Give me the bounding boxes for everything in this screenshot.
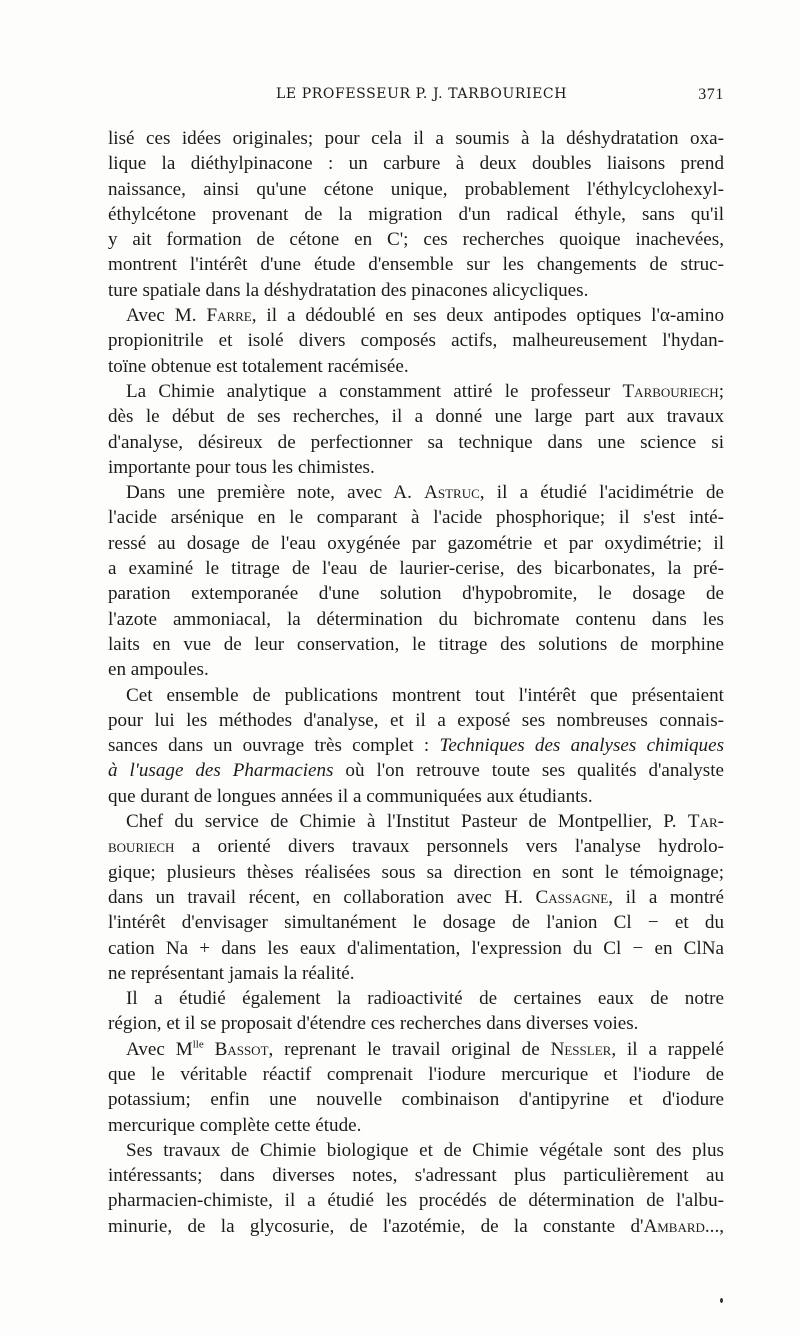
text-run: intéressants; dans diverses notes, s'adressant plus particulièrement au [108,1165,724,1187]
text-run: ture spatiale dans la déshydratation des pinacones alicycliques. [108,279,589,301]
text-line [108,834,724,859]
text-run: sances dans un ouvrage très complet : [108,735,440,757]
text-line [108,885,724,910]
text-run: importante pour tous les chimistes. [108,456,375,478]
text-line [108,1113,724,1138]
author-name: Tar- [687,811,724,833]
text-run: gique; plusieurs thèses réalisées sous sa direction en sont le témoignage; [108,861,724,883]
text-run: , reprenant le travail original de [268,1038,551,1060]
text-run: pour lui les méthodes d'analyse, et il a exposé ses nombreuses connais- [108,709,724,731]
text-line [108,758,724,783]
text-line [108,936,724,961]
text-line [108,632,724,657]
book-title: Techniques des analyses chimiques [439,735,724,757]
text-run: pharmacien-chimiste, il a étudié les procédés de détermination de l'albu- [108,1190,724,1212]
text-line [108,328,724,353]
text-run: région, et il se proposait d'étendre ces recherches dans diverses voies. [108,1013,639,1035]
text-line [108,607,724,632]
text-run: Il a étudié également la radioactivité de certaines eaux de notre [126,988,724,1010]
text-run: mercurique complète cette étude. [108,1114,362,1136]
text-run: Cet ensemble de publications montrent tout l'intérêt que présentaient [126,684,724,706]
text-run: cation Na + dans les eaux d'alimentation, l'expression du Cl − en ClNa [108,937,724,959]
text-line [108,1214,724,1239]
author-name: Farre [206,305,252,327]
text-run: y ait formation de cétone en C'; ces recherches quoique inachevées, [108,229,724,251]
text-run: , il a étudié l'acidimétrie de [479,482,724,504]
text-run: l'intérêt d'envisager simultanément le dosage de l'anion Cl − et du [108,912,724,934]
text-run: lle [192,1038,204,1051]
text-line [108,556,724,581]
text-run: montrent l'intérêt d'une étude d'ensemble sur les changements de struc- [108,254,724,276]
text-line [108,455,724,480]
text-run: toïne obtenue est totalement racémisée. [108,355,409,377]
text-line [108,1062,724,1087]
text-run: naissance, ainsi qu'une cétone unique, probablement l'éthylcyclohexyl- [108,178,724,200]
text-run [204,1039,215,1060]
text-run: , il a montré [608,886,724,908]
text-run: laits en vue de leur conservation, le titrage des solutions de morphine [108,633,724,655]
book-title: à l'usage des Pharmaciens [108,760,334,782]
text-run: l'azote ammoniacal, la détermination du bichromate contenu dans les [108,608,724,630]
text-run: ne représentant jamais la réalité. [108,962,355,984]
text-line [108,1011,724,1036]
text-line [108,1188,724,1213]
text-line [108,252,724,277]
running-header [108,86,724,110]
text-run: a orienté divers travaux personnels vers l'analyse hydrolo- [174,836,724,858]
page-number: 371 [698,86,724,103]
text-run: où l'on retrouve toute ses qualités d'analyste [333,760,724,782]
text-line [108,1037,724,1062]
text-line [108,480,724,505]
text-line [108,354,724,379]
author-name: Bassot [214,1038,269,1060]
text-line [108,910,724,935]
text-line [108,683,724,708]
text-line [108,657,724,682]
text-run: Ses travaux de Chimie biologique et de Chimie végétale sont des plus [126,1139,724,1161]
text-line [108,1138,724,1163]
text-line [108,202,724,227]
text-run: , il a dédoublé en ses deux antipodes optiques l'α-amino [251,305,724,327]
author-name: Astruc [424,482,480,504]
text-line [108,126,724,151]
text-run: Dans une première note, avec A. [126,482,425,504]
text-run: éthylcétone provenant de la migration d'un radical éthyle, sans qu'il [108,203,724,225]
text-run: lique la diéthylpinacone : un carbure à deux doubles liaisons prend [108,153,724,175]
author-name: Ambard [643,1215,705,1237]
text-run: que le véritable réactif comprenait l'iodure mercurique et l'iodure de [108,1063,724,1085]
author-name: Cassagne [535,886,609,908]
text-line [108,1087,724,1112]
text-run: que durant de longues années il a communiquées aux étudiants. [108,785,593,807]
print-speck [720,1298,723,1303]
text-run: Chef du service de Chimie à l'Institut Pasteur de Montpellier, P. [126,811,688,833]
text-line [108,809,724,834]
text-line [108,177,724,202]
text-run: lisé ces idées originales; pour cela il a soumis à la déshydratation oxa- [108,128,724,149]
text-run: La Chimie analytique a constamment attiré le professeur [126,380,623,402]
text-run: dès le début de ses recherches, il a donné une large part aux travaux [108,406,724,428]
text-run: Avec M. [126,305,207,327]
text-run: minurie, de la glycosurie, de l'azotémie, de la constante d' [108,1215,644,1237]
text-line [108,379,724,404]
text-line [108,303,724,328]
running-title: LE PROFESSEUR P. J. TARBOURIECH [276,86,568,102]
text-line [108,505,724,530]
text-run: , il a rappelé [611,1038,724,1060]
text-run: ..., [704,1215,724,1237]
text-line [108,860,724,885]
text-run: Avec M [126,1038,193,1060]
text-line [108,404,724,429]
text-line [108,531,724,556]
text-line [108,430,724,455]
text-line [108,784,724,809]
text-run: ressé au dosage de l'eau oxygénée par gazométrie et par oxydimétrie; il [108,532,724,554]
text-run: paration extemporanée d'une solution d'hypobromite, le dosage de [108,583,724,605]
text-line [108,733,724,758]
text-run: d'analyse, désireux de perfectionner sa technique dans une science si [108,431,724,453]
text-line [108,961,724,986]
text-run: potassium; enfin une nouvelle combinaison d'antipyrine et d'iodure [108,1089,724,1111]
author-name: bouriech [108,836,175,858]
text-run: l'acide arsénique en le comparant à l'acide phosphorique; il s'est inté- [108,507,724,529]
text-run: propionitrile et isolé divers composés actifs, malheureusement l'hydan- [108,330,724,352]
text-run: ; [718,380,724,402]
body-text [108,126,724,1239]
text-run: dans un travail récent, en collaboration avec H. [108,886,536,908]
text-run: en ampoules. [108,659,209,681]
text-line [108,986,724,1011]
text-run: a examiné le titrage de l'eau de laurier-cerise, des bicarbonates, la pré- [108,558,724,580]
text-line [108,151,724,176]
text-line [108,227,724,252]
text-line [108,708,724,733]
author-name: Tarbouriech [622,380,719,402]
text-line [108,581,724,606]
text-line [108,278,724,303]
text-line [108,1163,724,1188]
author-name: Nessler [550,1038,612,1060]
